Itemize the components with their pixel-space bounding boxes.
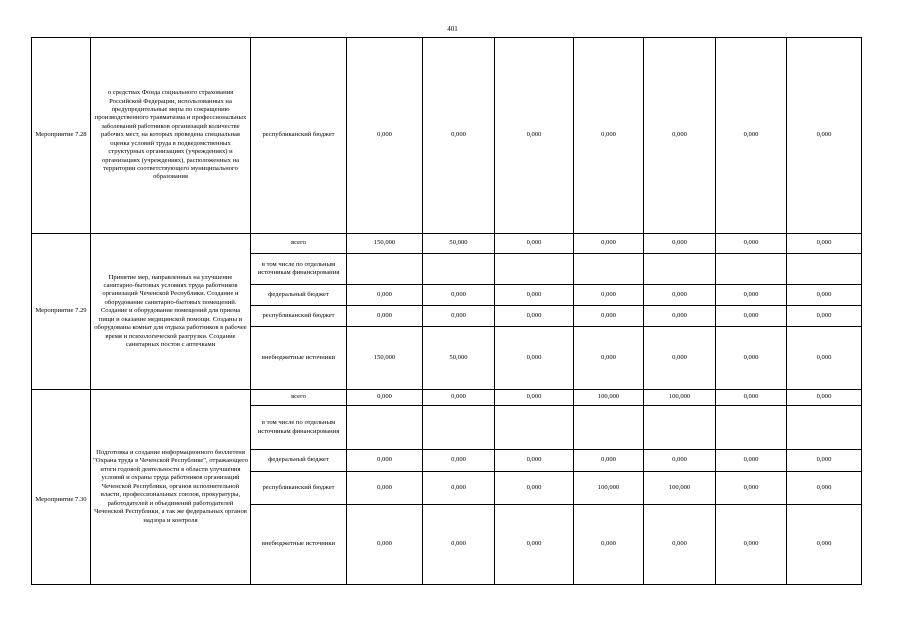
value-cell: 0,000: [716, 505, 787, 585]
page-number: 401: [447, 25, 458, 33]
value-cell: 0,000: [495, 390, 574, 406]
funding-table: [31, 37, 862, 585]
value-cell: 0,000: [423, 390, 495, 406]
value-cell: 100,000: [644, 390, 716, 406]
value-cell: [787, 406, 862, 450]
funding-source: внебюджетные источники: [251, 327, 347, 390]
value-cell: 0,000: [716, 472, 787, 505]
value-cell: 0,000: [574, 234, 644, 254]
value-cell: 0,000: [716, 285, 787, 306]
value-cell: 0,000: [495, 285, 574, 306]
value-cell: 0,000: [787, 234, 862, 254]
value-cell: [787, 254, 862, 285]
measure-code: Мероприятие 7.30: [32, 390, 91, 585]
value-cell: 0,000: [716, 38, 787, 234]
value-cell: 0,000: [574, 505, 644, 585]
value-cell: 50,000: [423, 234, 495, 254]
value-cell: 0,000: [495, 472, 574, 505]
value-cell: 0,000: [716, 234, 787, 254]
value-cell: 0,000: [495, 327, 574, 390]
value-cell: 0,000: [644, 234, 716, 254]
value-cell: 0,000: [423, 306, 495, 327]
value-cell: 0,000: [716, 390, 787, 406]
value-cell: [716, 254, 787, 285]
value-cell: 0,000: [644, 505, 716, 585]
value-cell: 0,000: [423, 450, 495, 472]
value-cell: 0,000: [644, 306, 716, 327]
table-row: [32, 390, 862, 406]
value-cell: 0,000: [495, 505, 574, 585]
value-cell: 100,000: [574, 472, 644, 505]
value-cell: 0,000: [347, 285, 423, 306]
value-cell: [423, 406, 495, 450]
value-cell: 0,000: [347, 38, 423, 234]
value-cell: 0,000: [423, 472, 495, 505]
value-cell: 0,000: [644, 285, 716, 306]
value-cell: 0,000: [716, 327, 787, 390]
value-cell: 0,000: [495, 38, 574, 234]
value-cell: 0,000: [574, 306, 644, 327]
funding-source: всего: [251, 390, 347, 406]
value-cell: 0,000: [574, 450, 644, 472]
table-row: [32, 234, 862, 254]
value-cell: 0,000: [644, 450, 716, 472]
funding-source: республиканский бюджет: [251, 472, 347, 505]
value-cell: 0,000: [423, 38, 495, 234]
value-cell: [644, 254, 716, 285]
value-cell: 150,000: [347, 327, 423, 390]
table-row: [32, 38, 862, 234]
measure-code: Мероприятие 7.29: [32, 234, 91, 390]
measure-description: Подготовка и создание информационного бюллетеня "Охрана труда в Чеченской Республике", отражающего итоги годовой деятельности в области улучшения условий и охраны труда работников организаций Чеченской Республики, органов исполнительной власти, профессиональных союзов, прокуратуры, работодателей и объединений работодателей Чеченской Республики, а так же федеральных органов надзора и контроля: [91, 390, 251, 585]
value-cell: 0,000: [423, 285, 495, 306]
value-cell: 0,000: [574, 38, 644, 234]
value-cell: 0,000: [644, 327, 716, 390]
value-cell: 150,000: [347, 234, 423, 254]
funding-source: в том числе по отдельным источникам финансирования: [251, 254, 347, 285]
value-cell: 100,000: [574, 390, 644, 406]
value-cell: 0,000: [347, 505, 423, 585]
value-cell: 0,000: [347, 472, 423, 505]
value-cell: 0,000: [787, 450, 862, 472]
measure-code: Мероприятие 7.28: [32, 38, 91, 234]
value-cell: 0,000: [347, 390, 423, 406]
value-cell: [574, 406, 644, 450]
value-cell: 0,000: [787, 390, 862, 406]
value-cell: 100,000: [644, 472, 716, 505]
value-cell: 0,000: [644, 38, 716, 234]
funding-source: федеральный бюджет: [251, 450, 347, 472]
funding-source: всего: [251, 234, 347, 254]
value-cell: 0,000: [347, 450, 423, 472]
value-cell: [347, 254, 423, 285]
value-cell: [495, 406, 574, 450]
value-cell: 0,000: [495, 234, 574, 254]
measure-description: о средствах Фонда социального страхования Российской Федерации, использованных на предупредительные меры по сокращению производственного травматизма и профессиональных заболеваний работников организаций количестве рабочих мест, на которых проведена специальная оценка условий труда в подведомственных структурных организациях (учреждениях) и организациях (учреждениях), расположенных на территории соответствующего муниципального образования: [91, 38, 251, 234]
value-cell: [495, 254, 574, 285]
value-cell: 0,000: [787, 285, 862, 306]
funding-source: федеральный бюджет: [251, 285, 347, 306]
funding-source: внебюджетные источники: [251, 505, 347, 585]
funding-source: республиканский бюджет: [251, 38, 347, 234]
value-cell: 0,000: [423, 505, 495, 585]
value-cell: [574, 254, 644, 285]
value-cell: 0,000: [574, 327, 644, 390]
value-cell: 0,000: [787, 472, 862, 505]
value-cell: 0,000: [716, 306, 787, 327]
value-cell: 0,000: [716, 450, 787, 472]
value-cell: 0,000: [495, 306, 574, 327]
value-cell: 0,000: [347, 306, 423, 327]
value-cell: 50,000: [423, 327, 495, 390]
value-cell: 0,000: [787, 306, 862, 327]
value-cell: 0,000: [495, 450, 574, 472]
value-cell: [347, 406, 423, 450]
value-cell: [716, 406, 787, 450]
funding-source: республиканский бюджет: [251, 306, 347, 327]
value-cell: 0,000: [787, 327, 862, 390]
value-cell: 0,000: [574, 285, 644, 306]
funding-source: в том числе по отдельным источникам финансирования: [251, 406, 347, 450]
value-cell: 0,000: [787, 38, 862, 234]
value-cell: 0,000: [787, 505, 862, 585]
measure-description: Принятие мер, направленных на улучшение санитарно-бытовых условиях труда работников организаций Чеченской Республики. Создание и оборудование санитарно-бытовых помещений. Создание и оборудование помещений для приема пищи и оказание медицинской помощи. Созданы и оборудованы комнат для отдыха работников в рабочее время и психологической разгрузки. Создание санитарных постов с аптечками: [91, 234, 251, 390]
value-cell: [423, 254, 495, 285]
value-cell: [644, 406, 716, 450]
